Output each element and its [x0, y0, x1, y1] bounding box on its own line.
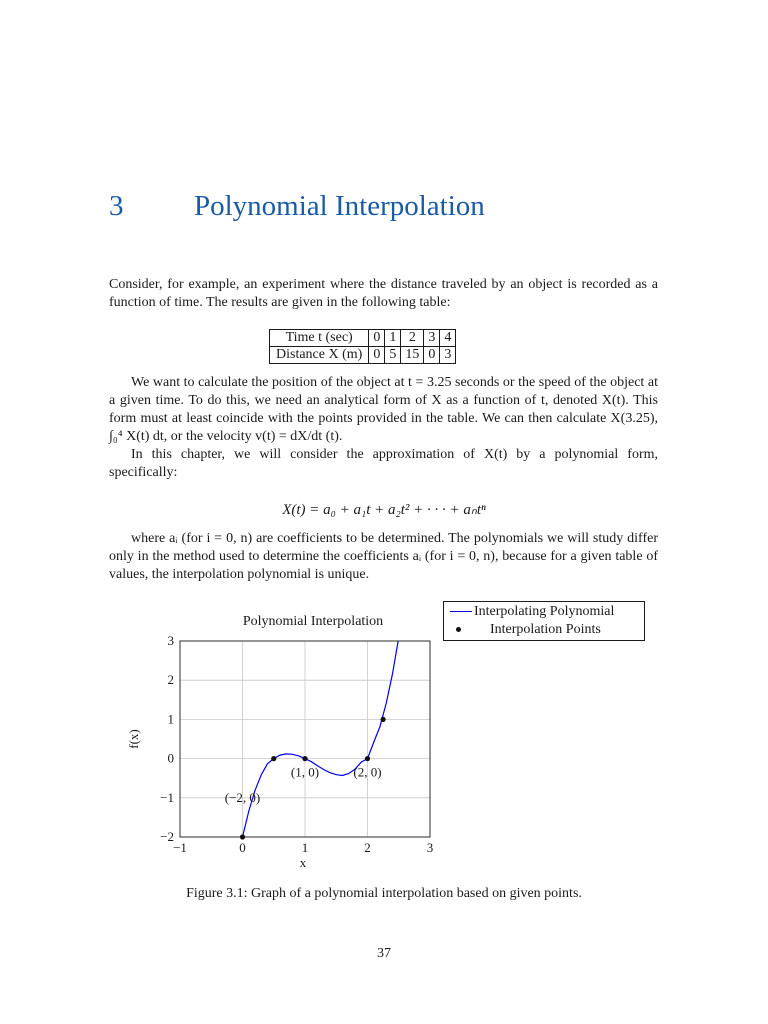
table-row-header: Distance X (m)	[270, 347, 369, 364]
legend-dot-swatch	[456, 627, 461, 632]
table-row-header: Time t (sec)	[270, 330, 369, 347]
x-axis-label: x	[299, 855, 307, 870]
chart-title: Polynomial Interpolation	[242, 614, 384, 629]
section-title: Polynomial Interpolation	[194, 190, 485, 222]
point-annotation: (−2, 0)	[224, 789, 261, 805]
x-tick-label: 1	[301, 840, 309, 855]
interpolation-point	[365, 756, 370, 761]
table-cell: 0	[424, 347, 440, 364]
interpolation-point	[381, 717, 386, 722]
table-cell: 3	[424, 330, 440, 347]
paragraph-intro: Consider, for example, an experiment where the distance traveled by an object is recorded as a function of time. The results are given in the following table:	[109, 277, 658, 310]
table-cell: 1	[385, 330, 401, 347]
table-cell: 4	[440, 330, 456, 347]
x-tick-label: −1	[173, 840, 187, 855]
y-tick-label: 1	[167, 711, 174, 727]
table-cell: 2	[401, 330, 424, 347]
paragraph-position: We want to calculate the position of the object at t = 3.25 seconds or the speed of the object at a given time. To do this, we need an analytical form of X as a function of t, denoted X(t). This form must at least coincide with the points provided in the table. We can then calculate X(3.25), ∫₀⁴ X(t) dt, or the velocity v(t) = dX/dt (t).	[109, 375, 658, 444]
y-tick-label: 2	[167, 672, 174, 688]
legend-line-swatch	[450, 611, 472, 612]
interpolation-point	[271, 756, 276, 761]
table-cell: 5	[385, 347, 401, 364]
table-cell: 0	[369, 330, 385, 347]
page-number: 37	[377, 946, 391, 961]
paragraph-approximation: In this chapter, we will consider the approximation of X(t) by a polynomial form, specifically:	[109, 447, 658, 480]
legend-label-points: Interpolation Points	[490, 622, 601, 637]
table-row	[270, 330, 456, 347]
paragraph-coefficients: where aᵢ (for i = 0, n) are coefficients to be determined. The polynomials we will study differ only in the method used to determine the coefficients aᵢ (for i = 0, n), because for a given table of values, the interpolation polynomial is unique.	[109, 531, 658, 582]
table-cell: 3	[440, 347, 456, 364]
data-table	[269, 329, 456, 364]
y-tick-label: −2	[160, 829, 174, 844]
figure-caption: Figure 3.1: Graph of a polynomial interpolation based on given points.	[186, 886, 582, 901]
interpolation-point	[302, 756, 307, 761]
table-cell: 0	[369, 347, 385, 364]
point-annotation: (1, 0)	[290, 764, 320, 780]
interpolation-point	[240, 834, 245, 839]
table-row	[270, 347, 456, 364]
table-cell: 15	[401, 347, 424, 364]
chart-legend	[443, 601, 645, 641]
y-axis-label: f(x)	[126, 729, 141, 749]
section-number: 3	[109, 190, 124, 222]
y-tick-label: 0	[167, 750, 174, 766]
series-interpolating-polynomial	[243, 637, 399, 837]
y-tick-label: −1	[160, 789, 174, 805]
y-tick-label: 3	[167, 633, 174, 648]
point-annotation: (2, 0)	[353, 764, 382, 780]
x-tick-label: 2	[364, 840, 371, 855]
x-tick-label: 0	[239, 840, 246, 855]
x-tick-label: 3	[426, 840, 434, 855]
legend-label-polynomial: Interpolating Polynomial	[474, 604, 615, 619]
polynomial-equation: X(t) = a₀ + a₁t + a₂t² + · · · + aₙtⁿ	[282, 502, 486, 518]
